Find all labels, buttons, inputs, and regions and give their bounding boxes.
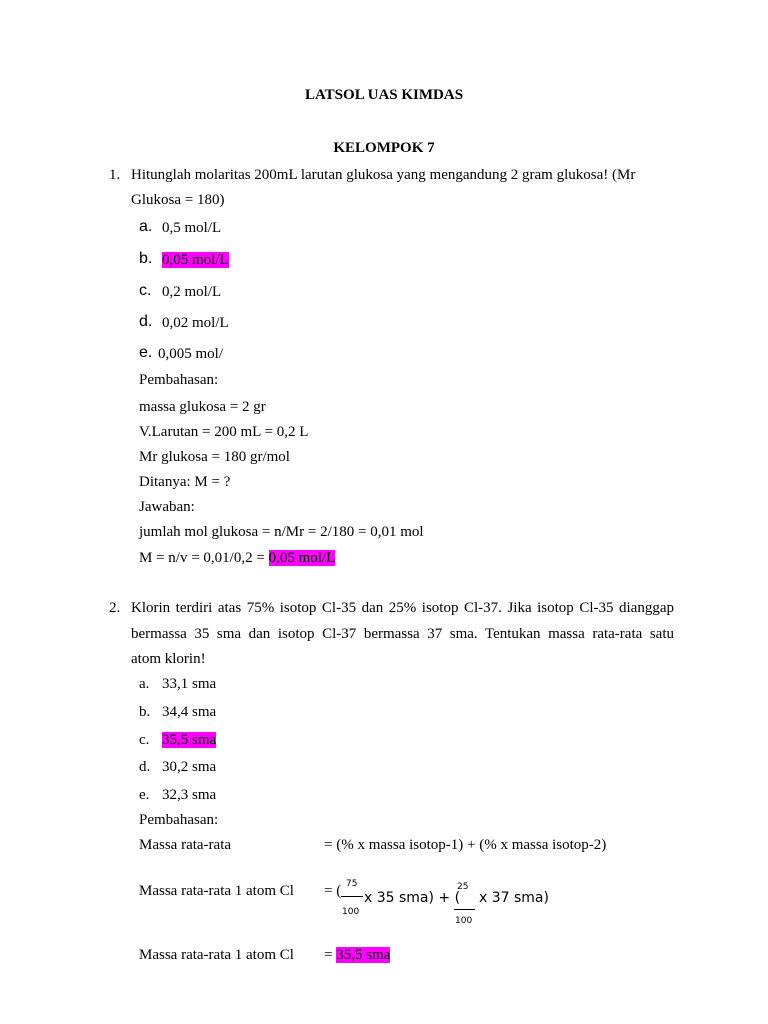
fraction-numerator: 75 [346, 879, 358, 889]
question-text: Klorin terdiri atas 75% isotop Cl-35 dan 25% isotop Cl-37. Jika isotop Cl-35 dianggap [131, 600, 674, 616]
option-letter: d. [139, 313, 153, 330]
option-text: 30,2 sma [162, 759, 217, 775]
option-letter: c. [139, 732, 150, 748]
option-text: 33,1 sma [162, 676, 217, 692]
explanation-line: V.Larutan = 200 mL = 0,2 L [139, 424, 309, 440]
option-letter: e. [139, 787, 150, 803]
pembahasan-label: Pembahasan: [139, 812, 219, 828]
option-text: 0,005 mol/ [158, 346, 224, 362]
option-letter: c. [139, 282, 152, 299]
question-number: 2. [109, 600, 121, 616]
option-text-correct [162, 732, 216, 749]
formula-label: Massa rata-rata 1 atom Cl [139, 883, 294, 899]
result-line [324, 947, 390, 964]
answer-highlight: 35,5 sma [336, 947, 391, 963]
question-text: Hitunglah molaritas 200mL larutan glukosa yang mengandung 2 gram glukosa! (Mr [131, 167, 636, 183]
answer-highlight: 0,05 mol/L [268, 550, 336, 566]
fraction-denominator: 100 [455, 916, 473, 926]
explanation-line: jumlah mol glukosa = n/Mr = 2/180 = 0,01 mol [139, 524, 424, 540]
fraction-bar [454, 909, 475, 910]
equation-end: x 37 sma) [479, 890, 549, 906]
equation-middle: x 35 sma) + ( [364, 890, 461, 906]
fraction-numerator: 25 [457, 882, 469, 892]
option-text: 34,4 sma [162, 704, 217, 720]
option-text: 0,5 mol/L [162, 220, 222, 236]
final-answer-line [139, 550, 335, 567]
answer-highlight: 35,5 sma [162, 732, 217, 748]
fraction-bar [341, 896, 363, 897]
question-text: atom klorin! [131, 651, 206, 667]
option-letter: d. [139, 759, 151, 775]
option-text: 0,02 mol/L [162, 315, 229, 331]
formula-label: Massa rata-rata 1 atom Cl [139, 947, 294, 963]
option-letter: b. [139, 250, 153, 267]
explanation-line: massa glukosa = 2 gr [139, 399, 266, 415]
equation-equals: = [324, 947, 337, 963]
option-text: 0,2 mol/L [162, 284, 222, 300]
pembahasan-label: Pembahasan: [139, 372, 219, 388]
option-text-correct [162, 252, 229, 269]
explanation-line: Ditanya: M = ? [139, 474, 231, 490]
question-number: 1. [109, 167, 121, 183]
equation-open: = ( [324, 883, 342, 899]
option-text: 32,3 sma [162, 787, 217, 803]
question-text: Glukosa = 180) [131, 192, 225, 208]
explanation-line: Mr glukosa = 180 gr/mol [139, 449, 290, 465]
option-letter: a. [139, 676, 150, 692]
option-letter: e. [139, 344, 153, 361]
answer-highlight: 0,05 mol/L [162, 252, 229, 268]
fraction-denominator: 100 [342, 907, 360, 917]
question-text: bermassa 35 sma dan isotop Cl-37 bermassa 37 sma. Tentukan massa rata-rata satu [131, 626, 674, 642]
explanation-line: Jawaban: [139, 499, 195, 515]
option-letter: b. [139, 704, 151, 720]
final-answer-prefix: M = n/v = 0,01/0,2 = [139, 550, 269, 566]
document-title: LATSOL UAS KIMDAS [304, 87, 464, 103]
option-letter: a. [139, 218, 153, 235]
document-subtitle: KELOMPOK 7 [333, 140, 435, 156]
formula-label: Massa rata-rata [139, 837, 232, 853]
formula-value: = (% x massa isotop-1) + (% x massa isotop-2) [324, 837, 607, 853]
